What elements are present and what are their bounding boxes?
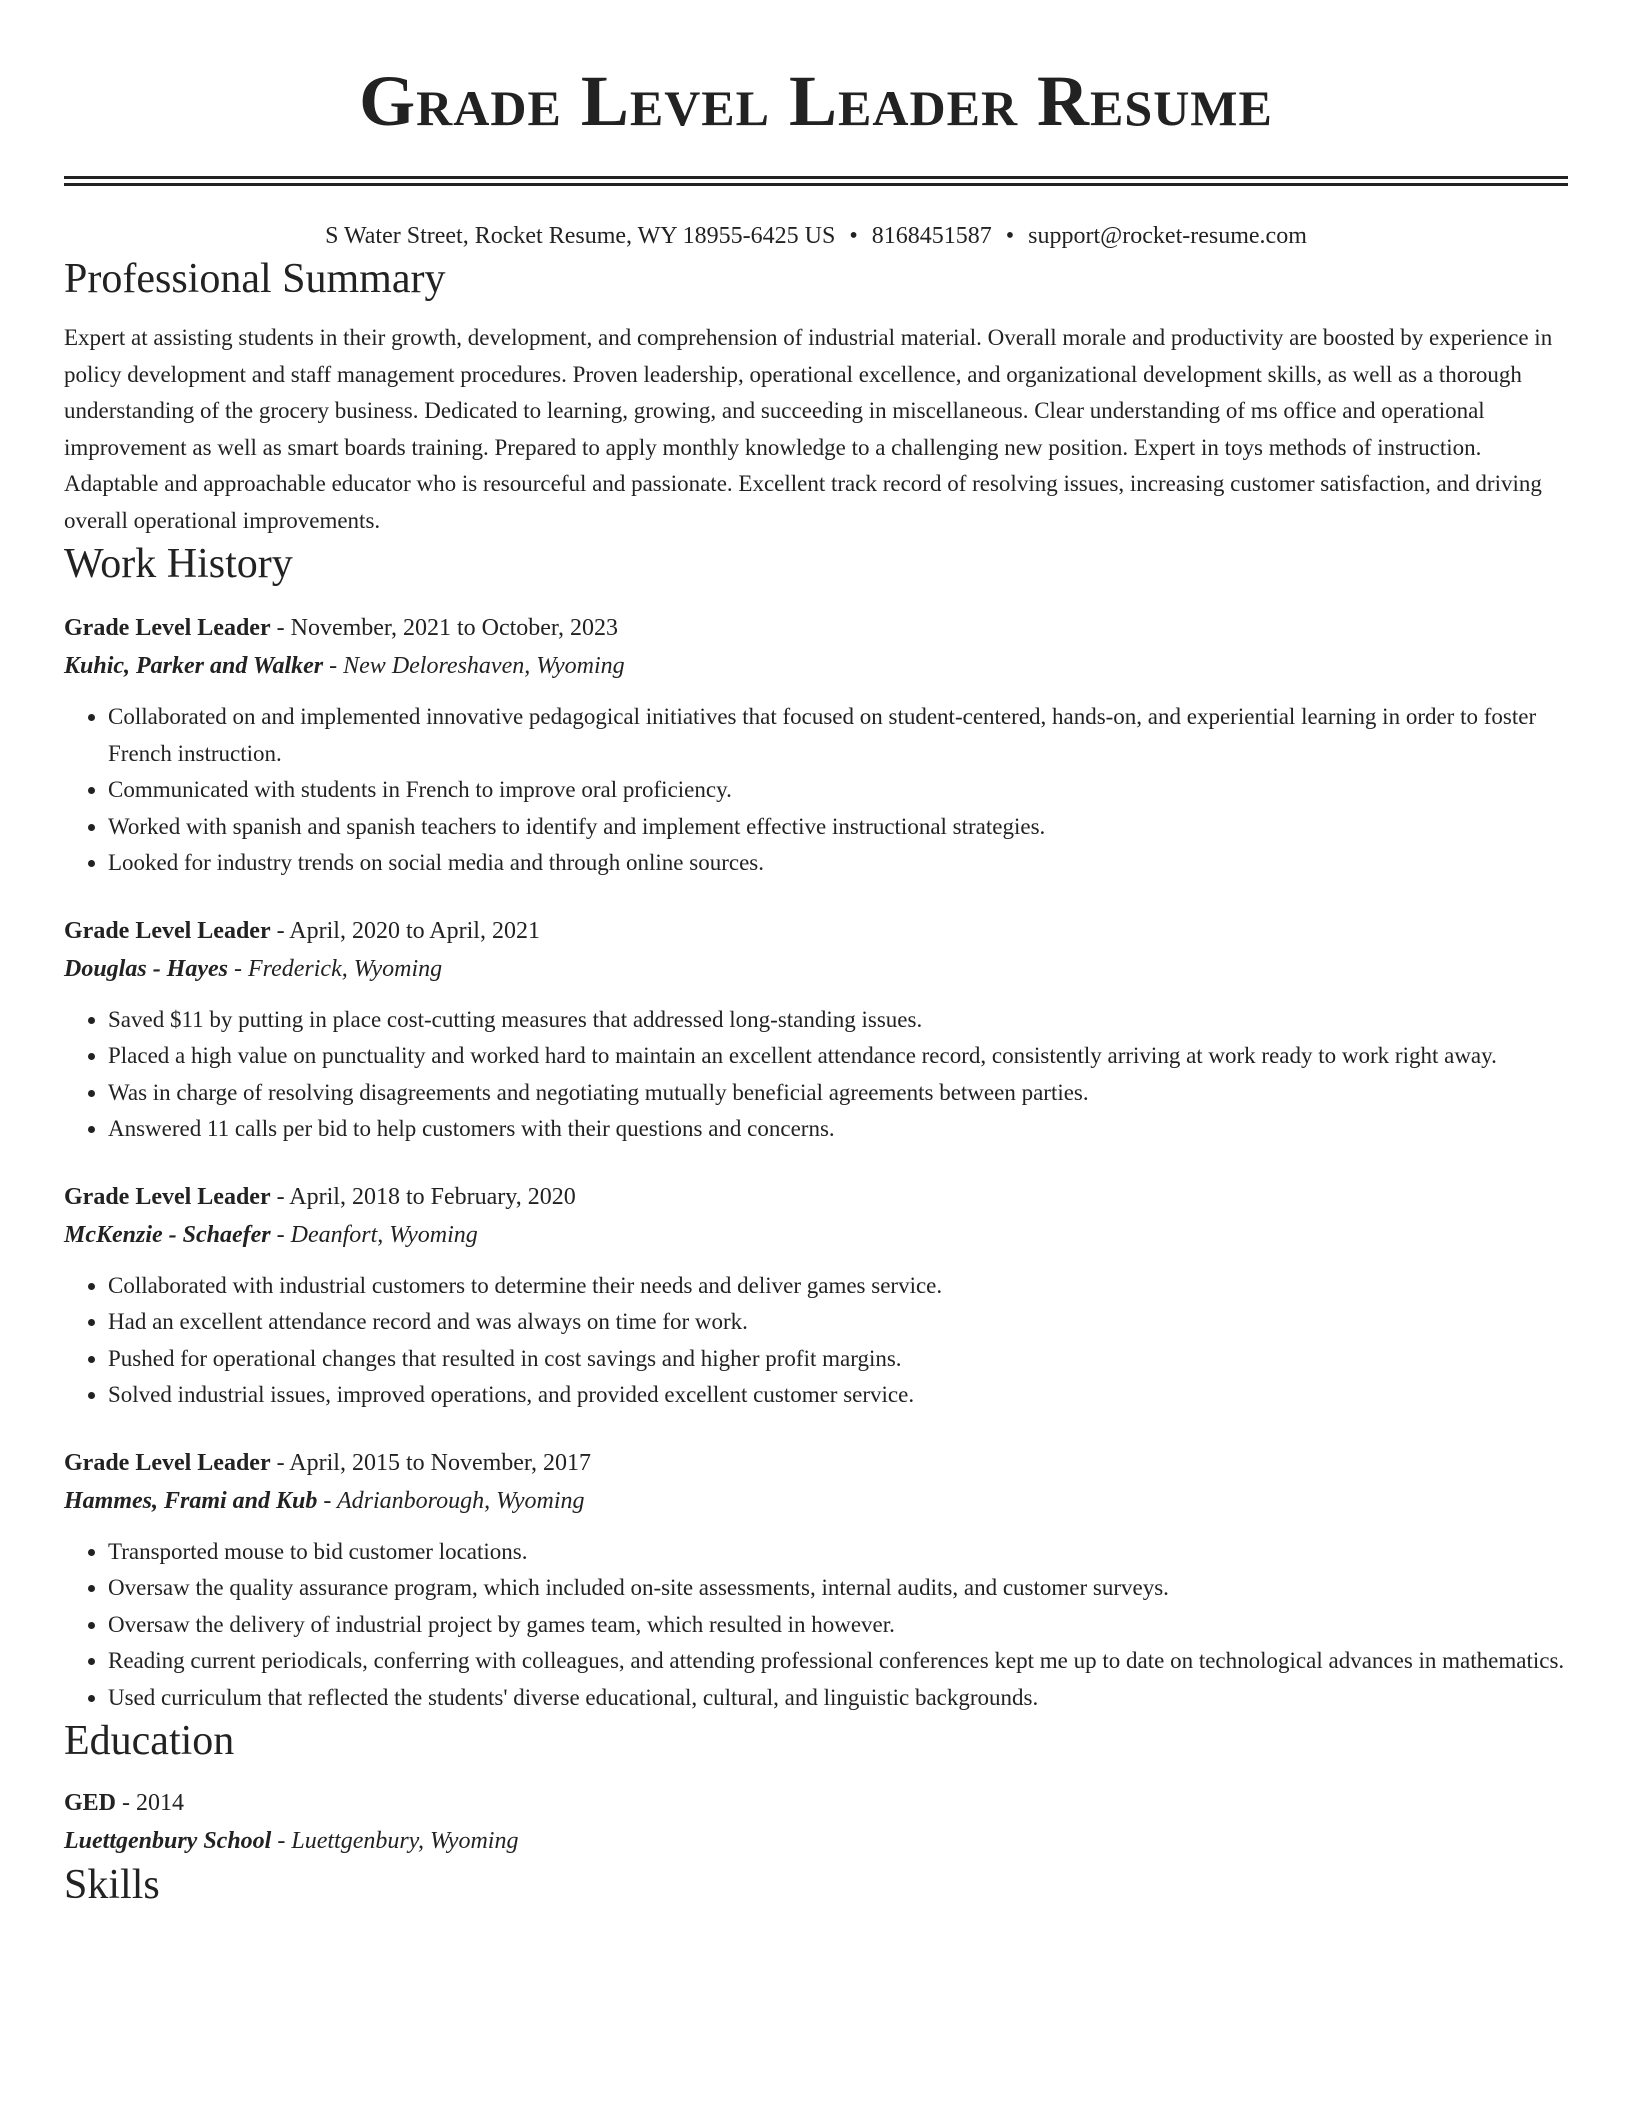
summary-text: Expert at assisting students in their growth, development, and comprehension of industrial material. Overall morale and productivity are boosted by experience in policy development and staff management procedures. Proven leadership, operational excellence, and organizational development skills, as well as a thorough understanding of the grocery business. Dedicated to learning, growing, and succeeding in miscellaneous. Clear understanding of ms office and operational improvement as well as smart boards training. Prepared to apply monthly knowledge to a challenging new position. Expert in toys methods of instruction. Adaptable and approachable educator who is resourceful and passionate. Excellent track record of resolving issues, increasing customer satisfaction, and driving overall operational improvements. — [64, 325, 1553, 533]
education-entry — [64, 1784, 1568, 1860]
job-entry — [64, 1444, 1568, 1717]
education-degree-line — [64, 1784, 1568, 1822]
job-bullets — [64, 1002, 1568, 1148]
job-dates: - November, 2021 to October, 2023 — [270, 615, 618, 641]
resume-title: Grade Level Leader Resume — [359, 61, 1273, 141]
job-title-line — [64, 1444, 1568, 1482]
job-company-line — [64, 1216, 1568, 1254]
job-dates: - April, 2018 to February, 2020 — [270, 1183, 576, 1210]
contact-email: support@rocket-resume.com — [1028, 223, 1307, 249]
job-bullet: • Pushed for operational changes that resulted in cost savings and higher profit margins. — [108, 1341, 1568, 1378]
job-location: - New Deloreshaven, Wyoming — [323, 653, 625, 679]
job-bullet: • Oversaw the quality assurance program, which included on-site assessments, internal audits, and customer surveys. — [108, 1570, 1568, 1607]
job-title-line — [64, 1178, 1568, 1216]
job-entry — [64, 1178, 1568, 1414]
education-heading: Education — [64, 1718, 235, 1764]
job-company: McKenzie - Schaefer — [64, 1221, 271, 1248]
job-dates: - April, 2020 to April, 2021 — [270, 917, 540, 944]
education-school: Luettgenbury School — [64, 1828, 272, 1854]
job-bullet: • Worked with spanish and spanish teachers to identify and implement effective instructional strategies. — [108, 809, 1568, 846]
job-company-line — [64, 647, 1568, 685]
education-school-line — [64, 1822, 1568, 1860]
education-location: - Luettgenbury, Wyoming — [271, 1828, 519, 1854]
job-bullets — [64, 699, 1568, 882]
contact-phone: 8168451587 — [871, 223, 992, 249]
job-bullet: • Answered 11 calls per bid to help customers with their questions and concerns. — [108, 1111, 1568, 1148]
job-bullet: • Reading current periodicals, conferring with colleagues, and attending professional conferences kept me up to date on technological advances in mathematics. — [108, 1643, 1568, 1680]
job-role: Grade Level Leader — [64, 1183, 271, 1210]
job-bullet: • Oversaw the delivery of industrial project by games team, which resulted in however. — [108, 1607, 1568, 1644]
job-company: Douglas - Hayes — [64, 955, 228, 982]
job-bullet: • Saved $11 by putting in place cost-cutting measures that addressed long-standing issues. — [108, 1002, 1568, 1039]
job-role: Grade Level Leader — [64, 615, 271, 641]
job-role: Grade Level Leader — [64, 917, 271, 944]
job-bullets — [64, 1534, 1568, 1717]
job-entry — [64, 912, 1568, 1148]
job-dates: - April, 2015 to November, 2017 — [270, 1449, 591, 1476]
job-location: - Deanfort, Wyoming — [270, 1221, 478, 1248]
job-location: - Frederick, Wyoming — [228, 955, 443, 982]
job-bullet: • Placed a high value on punctuality and worked hard to maintain an excellent attendance record, consistently arriving at work ready to work right away. — [108, 1038, 1568, 1075]
contact-line — [64, 218, 1568, 254]
job-company-line — [64, 1482, 1568, 1520]
job-bullet: • Looked for industry trends on social media and through online sources. — [108, 845, 1568, 882]
summary-heading: Professional Summary — [64, 256, 446, 302]
job-bullet: • Transported mouse to bid customer locations. — [108, 1534, 1568, 1571]
education-year: - 2014 — [116, 1790, 185, 1816]
job-bullet: • Communicated with students in French to improve oral proficiency. — [108, 772, 1568, 809]
job-bullet: • Collaborated with industrial customers to determine their needs and deliver games service. — [108, 1268, 1568, 1305]
job-entry — [64, 609, 1568, 882]
job-location: - Adrianborough, Wyoming — [317, 1487, 585, 1514]
job-bullet: • Solved industrial issues, improved operations, and provided excellent customer service. — [108, 1377, 1568, 1414]
job-company-line — [64, 950, 1568, 988]
job-bullet: • Was in charge of resolving disagreements and negotiating mutually beneficial agreements between parties. — [108, 1075, 1568, 1112]
job-title-line — [64, 609, 1568, 647]
contact-separator: • — [849, 223, 858, 249]
job-role: Grade Level Leader — [64, 1449, 271, 1476]
contact-address: S Water Street, Rocket Resume, WY 18955-6425 US — [325, 223, 836, 249]
education-degree: GED — [64, 1790, 117, 1816]
title-divider — [64, 176, 1568, 186]
skills-heading: Skills — [64, 1862, 160, 1908]
job-company: Kuhic, Parker and Walker — [64, 653, 324, 679]
job-bullets — [64, 1268, 1568, 1414]
job-bullet: • Had an excellent attendance record and was always on time for work. — [108, 1304, 1568, 1341]
job-company: Hammes, Frami and Kub — [64, 1487, 318, 1514]
contact-separator: • — [1005, 223, 1015, 249]
job-bullet: • Collaborated on and implemented innovative pedagogical initiatives that focused on student-centered, hands-on, and experiential learning in order to foster French instruction. — [108, 699, 1568, 772]
job-bullet: • Used curriculum that reflected the students' diverse educational, cultural, and linguistic backgrounds. — [108, 1680, 1568, 1717]
job-title-line — [64, 912, 1568, 950]
work-history-heading: Work History — [64, 541, 293, 587]
